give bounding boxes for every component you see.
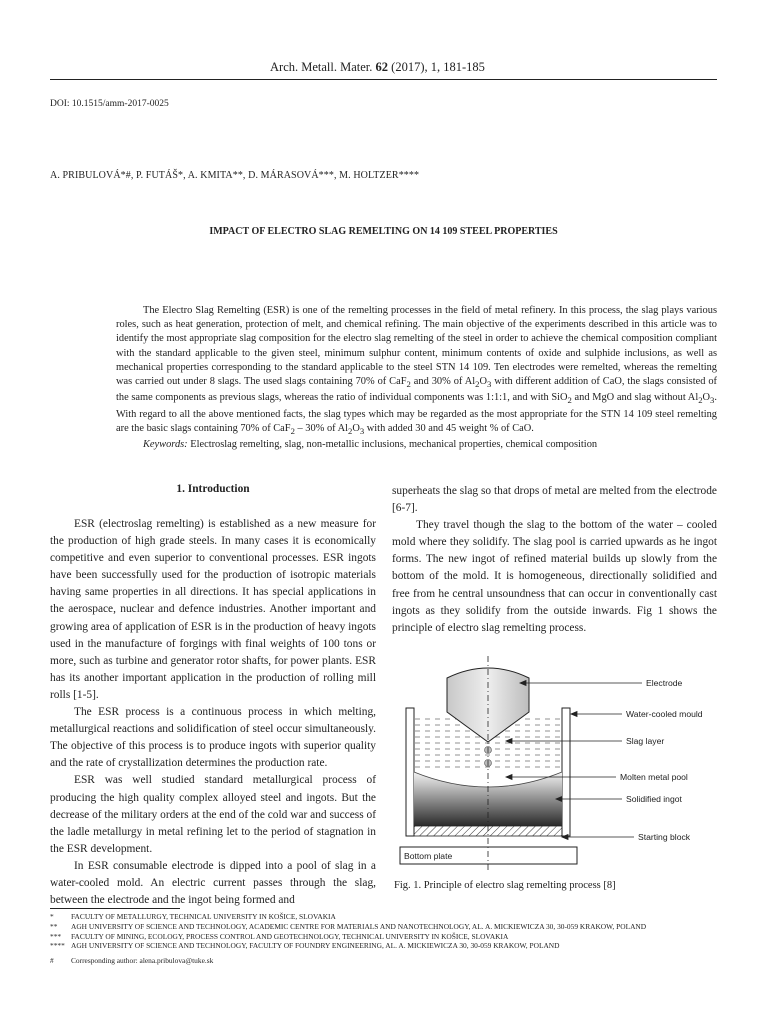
paragraph: The ESR process is a continuous process in which melting, metallurgical reactions and solidification of steel occur simultaneously. The objective of this process is to produce ingots with superior quality and the rate of crystallization determines the production rate. [50,706,376,770]
journal-volume: 62 [375,60,389,74]
label-molten-metal-pool: Molten metal pool [620,772,688,782]
footnote-rule [50,908,180,909]
label-water-cooled-mould: Water-cooled mould [626,709,703,719]
footnotes [50,912,646,966]
section-heading-introduction: 1. Introduction [176,483,250,495]
footnote: *** FACULTY OF MINING, ECOLOGY, PROCESS CONTROL AND GEOTECHNOLOGY, TECHNICAL UNIVERSITY IN KOŠICE, SLOVAKIA [50,931,509,941]
header-rule [50,79,717,80]
mould-wall-right [562,708,570,836]
paragraph: ESR (electroslag remelting) is established as a new measure for the production of high grade steels. In many cases it is economically competitive and even superior to conventional processes. ESR ingots have been successfully used for the production of isotropic materials having same properties in all directions. It has special applications in the aerospace, nuclear and defence industries. Another important and growing area of application of ESR is in the production of heavy ingots used in the manufacture of forgings with final weights of 100 tons or more, such as turbine and generator rotor shafts, for power plants. ESR has its another important application in the production of rolling mill rolls [1-5]. [50,518,376,701]
paragraph: superheats the slag so that drops of metal are melted from the electrode [6-7]. [392,485,717,515]
label-bottom-plate: Bottom plate [404,851,453,861]
paragraph: They travel though the slag to the bottom of the water – cooled mold where they solidify. The slag pool is carried upwards as he ingot forms. The new ingot of refined material builds up slowly from the bottom of the mold. It is homogeneous, directionally solidified and free from he central unsoundness that can occur in conventionally cast ingots as they solidify from the outside inwards. Fig 1 shows the principle of electro slag remelting process. [392,519,717,634]
abstract [116,304,717,452]
author-list: A. PRIBULOVÁ*#, P. FUTÁŠ*, A. KMITA**, D. MÁRASOVÁ***, M. HOLTZER**** [50,170,420,181]
column-left [50,516,376,909]
doi-link[interactable]: DOI: 10.1515/amm-2017-0025 [50,99,169,109]
label-electrode: Electrode [646,678,683,688]
journal-header [270,60,485,75]
figure-caption: Fig. 1. Principle of electro slag remelting process [8] [394,880,616,891]
keywords-label: Keywords: [143,439,188,451]
footnote: ** AGH UNIVERSITY OF SCIENCE AND TECHNOLOGY, ACADEMIC CENTRE FOR MATERIALS AND NANOTECHNOLOGY, AL. A. MICKIEWICZA 30, 30-059 KRAKOW, POLAND [50,921,647,931]
paper-title: IMPACT OF ELECTRO SLAG REMELTING ON 14 109 STEEL PROPERTIES [209,226,558,237]
footnote-corresponding-author: # Corresponding author: alena.pribulova@tuke.sk [50,956,214,966]
mould-wall-left [406,708,414,836]
footnote: * FACULTY OF METALLURGY, TECHNICAL UNIVERSITY IN KOŠICE, SLOVAKIA [50,912,336,921]
journal-name: Arch. Metall. Mater. [270,60,373,74]
author-email[interactable]: Corresponding author: alena.pribulova@tuke.sk [71,956,214,966]
label-slag-layer: Slag layer [626,736,665,746]
paragraph: ESR was well studied standard metallurgical process of producing the high quality complex alloyed steel and ingots. But the decrease of the military orders at the end of the cold war and success of the ladle metallurgy in metal refining let to the period of stagnation in the ESR development. [50,774,376,855]
label-starting-block: Starting block [638,832,691,842]
paragraph: In ESR consumable electrode is dipped into a pool of slag in a water-cooled mold. An electric current passes through the slag, between the electrode and the ingot being formed and [50,859,376,907]
column-right [392,483,717,637]
figure-esr-principle [394,656,716,870]
keywords: Keywords: Electroslag remelting, slag, non-metallic inclusions, mechanical properties, chemical composition [143,439,598,451]
abstract-text: The Electro Slag Remelting (ESR) is one of the remelting processes in the field of metal refinery. In this process, the slag plays various roles, such as heat generation, protection of melt, and chemical refining. The main objective of the experiments described in this article was to identify the most appropriate slag composition for the electro slag remelting of the steel in order to achieve the chemical composition compliant with the standard applicable to the given steel, minimum sulphur content, minimum contents of oxide and sulphide inclusions, as well as mechanical properties corresponding to the standard applicable to the steel STN 14 109. Ten electrodes were remelted, whereas the remelting was carried out under 8 slags. The used slags containing 70% of CaF$_2$ and 30% of $Al_2O_3$ with different addition of CaO, the slags consisted of the same components as previous slags, whereas the ratio of individual components was 1:1:1, and with SiO$_2$ and MgO and slag without $Al_2O_3$. With regard to all the above mentioned facts, the slag types which may be regarded as the most appropriate for the STN 14 109 steel remelting are the basic slags containing 70% of CaF$_2$ – 30% of $Al_2O_3$ with added 30 and 45 weight % of CaO. [116,305,717,436]
label-solidified-ingot: Solidified ingot [626,794,682,804]
footnote: **** AGH UNIVERSITY OF SCIENCE AND TECHNOLOGY, FACULTY OF FOUNDRY ENGINEERING, AL. A. MICKIEWICZA 30, 30-059 KRAKOW, POLAND [50,941,560,951]
journal-issue-pages: (2017), 1, 181-185 [391,60,485,74]
